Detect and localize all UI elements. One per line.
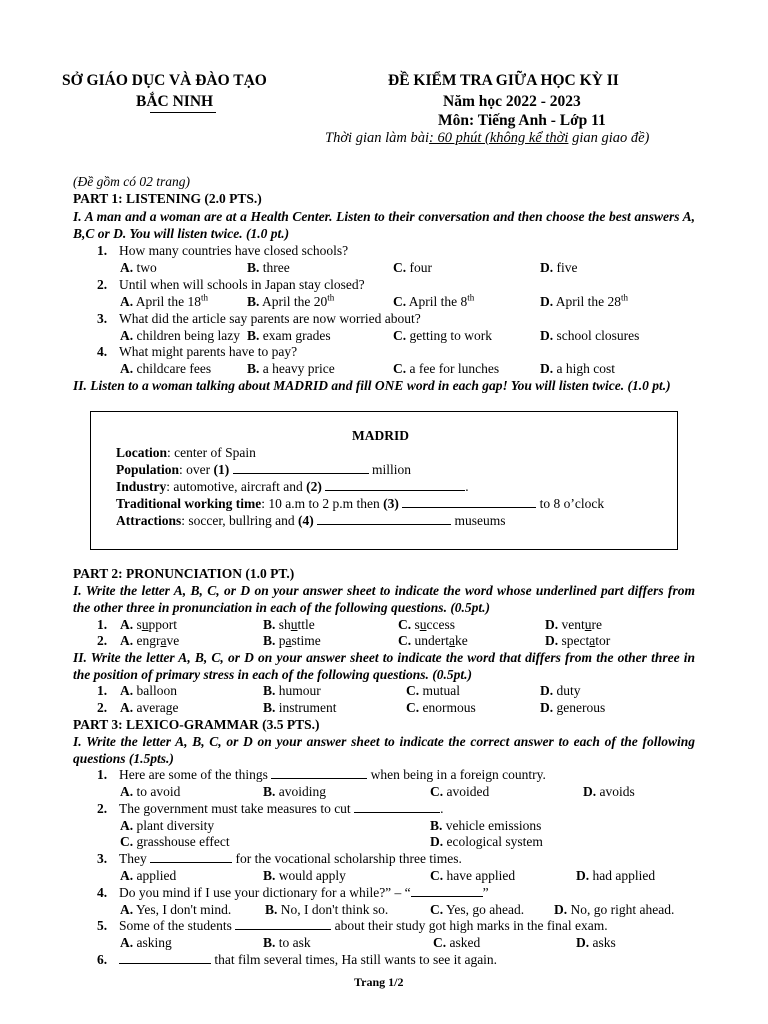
gap-blank (325, 479, 465, 491)
option-text: three (259, 260, 290, 275)
option-letter: D. (576, 935, 590, 950)
option-text-rest: tor (595, 633, 611, 648)
answer-option (393, 294, 474, 310)
answer-option (433, 935, 480, 951)
option-letter: D. (540, 700, 554, 715)
option-text: vehicle emissions (442, 818, 542, 833)
question-stem (97, 344, 297, 360)
question-text-after: that film several times, Ha still wants to see it again. (211, 952, 498, 967)
option-letter: B. (263, 683, 276, 698)
box-label: Location (116, 445, 168, 460)
question-text-after: about their study got high marks in the final exam. (331, 918, 608, 933)
pages-note: (Đề gồm có 02 trang) (73, 174, 190, 189)
answer-option (247, 260, 290, 276)
part1-instruction-2: II. Listen to a woman talking about MADRID and fill ONE word in each gap! You will listen twice. (1.0 pt.) (73, 378, 671, 393)
option-text: enormous (419, 700, 476, 715)
option-text: engr (133, 633, 161, 648)
option-letter: B. (263, 935, 276, 950)
subject-grade: Môn: Tiếng Anh - Lớp 11 (438, 112, 606, 129)
option-letter: D. (430, 834, 444, 849)
option-letter: A. (120, 294, 134, 309)
option-letter: B. (263, 784, 276, 799)
underlined-part: u (584, 617, 592, 632)
option-letter: C. (430, 902, 444, 917)
option-text: s (411, 617, 420, 632)
option-superscript: th (467, 292, 475, 303)
option-text: p (275, 633, 286, 648)
question-number-text: 2. (97, 633, 108, 648)
option-letter: C. (398, 617, 412, 632)
option-text-rest: pport (148, 617, 178, 632)
question-stem (97, 952, 497, 968)
underlined-part: a (449, 633, 455, 648)
question-number: 2. (97, 801, 108, 816)
question-text: They (119, 851, 151, 866)
question-stem (97, 801, 443, 817)
answer-blank (235, 918, 331, 930)
option-text: ecological system (443, 834, 543, 849)
option-letter: C. (393, 328, 407, 343)
option-letter: B. (263, 700, 276, 715)
answer-option (265, 902, 388, 918)
option-text: spect (558, 633, 590, 648)
box-row (116, 496, 604, 512)
option-text: to ask (275, 935, 311, 950)
option-letter: D. (540, 260, 554, 275)
box-text: : soccer, bullring and (181, 513, 299, 528)
answer-option (540, 328, 639, 344)
answer-blank (271, 767, 367, 779)
answer-option (120, 617, 177, 633)
answer-option (263, 700, 337, 716)
answer-option (120, 328, 240, 344)
question-number-text: 1. (97, 617, 108, 632)
option-letter: C. (406, 700, 420, 715)
option-letter: A. (120, 700, 134, 715)
question-number-text: 2. (97, 700, 108, 715)
answer-option (398, 617, 455, 633)
option-letter: C. (393, 260, 407, 275)
question-stem (97, 885, 489, 901)
option-letter: D. (583, 784, 597, 799)
answer-option (540, 700, 605, 716)
gap-blank (233, 462, 369, 474)
option-letter: A. (120, 633, 134, 648)
part2-instruction-1: I. Write the letter A, B, C, or D on your answer sheet to indicate the word whose underlined part differs from the other three in pronunciation in each of the following questions. (0.5pt.) (73, 583, 695, 615)
option-letter: A. (120, 784, 134, 799)
question-text-after: when being in a foreign country. (367, 767, 546, 782)
answer-option (120, 834, 230, 850)
option-text: getting to work (406, 328, 492, 343)
option-text: asks (589, 935, 616, 950)
question-number: 2. (97, 277, 108, 292)
option-letter: C. (393, 361, 407, 376)
option-letter: B. (247, 260, 260, 275)
box-after: million (368, 462, 412, 477)
underlined-part: u (141, 617, 149, 632)
underlined-part: u (290, 617, 298, 632)
option-text: asking (133, 935, 172, 950)
answer-option (247, 294, 334, 310)
option-text: two (133, 260, 157, 275)
part1-instruction-1: I. A man and a woman are at a Health Center. Listen to their conversation and then choose the best answers A, B,C or D. You will listen twice. (1.0 pt.) (73, 209, 695, 241)
option-letter: D. (545, 633, 559, 648)
answer-option (120, 935, 172, 951)
option-text: s (133, 617, 142, 632)
province-name: BẮC NINH (136, 93, 214, 110)
question-number: 6. (97, 952, 108, 967)
box-title: MADRID (352, 428, 409, 443)
question-stem (97, 767, 546, 783)
question-text-after: . (440, 801, 444, 816)
box-row (116, 462, 411, 478)
question-stem (97, 243, 348, 259)
option-letter: C. (433, 935, 447, 950)
option-letter: B. (247, 361, 260, 376)
option-text: No, I don't think so. (277, 902, 389, 917)
option-text: April the 8 (406, 294, 468, 309)
answer-option (406, 700, 476, 716)
question-text: Some of the students (119, 918, 236, 933)
exam-title: ĐỀ KIỂM TRA GIỮA HỌC KỲ II (388, 72, 619, 89)
box-text: : over (179, 462, 214, 477)
answer-option (430, 868, 515, 884)
gap-blank (402, 496, 536, 508)
answer-option (120, 868, 176, 884)
box-label: Industry (116, 479, 167, 494)
option-letter: A. (120, 818, 134, 833)
option-letter: C. (393, 294, 407, 309)
option-text: Yes, go ahead. (443, 902, 525, 917)
answer-option (263, 617, 315, 633)
answer-option (393, 260, 432, 276)
answer-option (540, 683, 581, 699)
answer-option (120, 294, 208, 310)
question-number (97, 617, 119, 633)
answer-option (120, 260, 157, 276)
question-text-after: for the vocational scholarship three times. (232, 851, 462, 866)
option-superscript: th (621, 292, 629, 303)
option-text: humour (275, 683, 321, 698)
answer-option (576, 935, 616, 951)
option-text: asked (446, 935, 481, 950)
box-after: to 8 o’clock (536, 496, 605, 511)
gap-number: (3) (383, 496, 399, 511)
option-text: April the 20 (259, 294, 328, 309)
option-letter: D. (554, 902, 568, 917)
answer-option (430, 834, 543, 850)
option-text: plant diversity (133, 818, 215, 833)
answer-option (263, 784, 326, 800)
answer-option (120, 633, 179, 649)
option-text: avoided (443, 784, 490, 799)
option-letter: C. (430, 868, 444, 883)
answer-option (430, 784, 489, 800)
option-letter: D. (545, 617, 559, 632)
option-letter: B. (265, 902, 278, 917)
option-letter: A. (120, 683, 134, 698)
option-letter: B. (263, 868, 276, 883)
option-letter: B. (263, 633, 276, 648)
answer-blank (150, 851, 232, 863)
question-text: Here are some of the things (119, 767, 272, 782)
option-text: have applied (443, 868, 516, 883)
answer-option (120, 683, 177, 699)
question-number: 3. (97, 311, 108, 326)
option-superscript: th (201, 292, 209, 303)
option-text: to avoid (133, 784, 181, 799)
option-letter: B. (247, 294, 260, 309)
option-text: No, go right ahead. (567, 902, 675, 917)
option-text: avoids (596, 784, 635, 799)
option-letter: A. (120, 328, 134, 343)
option-text: average (133, 700, 179, 715)
option-text: balloon (133, 683, 177, 698)
answer-option (120, 700, 178, 716)
option-text: instrument (275, 700, 337, 715)
answer-option (540, 361, 615, 377)
option-text-rest: ccess (426, 617, 455, 632)
option-letter: B. (263, 617, 276, 632)
question-number (97, 683, 119, 699)
answer-option (540, 294, 628, 310)
option-letter: D. (540, 328, 554, 343)
answer-option (120, 902, 231, 918)
option-letter: A. (120, 617, 134, 632)
option-letter: A. (120, 361, 134, 376)
answer-option (393, 328, 492, 344)
question-number: 3. (97, 851, 108, 866)
option-text: four (406, 260, 432, 275)
answer-blank (354, 801, 440, 813)
box-label: Population (116, 462, 180, 477)
option-text-rest: ve (166, 633, 180, 648)
page-number: Trang 1/2 (354, 975, 404, 989)
answer-option (545, 617, 602, 633)
question-text-after: ” (482, 885, 489, 900)
header-divider (150, 112, 216, 113)
answer-option (430, 902, 524, 918)
school-year: Năm học 2022 - 2023 (443, 93, 581, 110)
answer-option (263, 633, 321, 649)
answer-option (398, 633, 468, 649)
option-text: vent (558, 617, 585, 632)
answer-option (393, 361, 499, 377)
option-letter: D. (576, 868, 590, 883)
option-letter: A. (120, 868, 134, 883)
part2-title: PART 2: PRONUNCIATION (1.0 PT.) (73, 566, 295, 581)
question-text: How many countries have closed schools? (119, 243, 349, 258)
question-stem (97, 311, 421, 327)
box-row (116, 513, 506, 529)
option-letter: D. (540, 294, 554, 309)
option-text: children being lazy (133, 328, 240, 343)
question-number (97, 633, 119, 649)
option-text-rest: ttle (297, 617, 315, 632)
box-row (116, 445, 256, 461)
underlined-part: a (160, 633, 167, 648)
option-letter: C. (398, 633, 412, 648)
option-letter: B. (430, 818, 443, 833)
answer-option (247, 361, 335, 377)
gap-number: (1) (213, 462, 230, 477)
question-number-text: 1. (97, 683, 108, 698)
option-letter: A. (120, 902, 134, 917)
answer-blank (411, 885, 483, 897)
answer-option (583, 784, 635, 800)
answer-option (120, 818, 214, 834)
part3-instruction-1: I. Write the letter A, B, C, or D on your answer sheet to indicate the correct answer to each of the following questions (1.5pts.) (73, 734, 695, 766)
question-text: What might parents have to pay? (119, 344, 298, 359)
option-text-rest: stime (291, 633, 321, 648)
answer-option (247, 328, 331, 344)
question-number: 1. (97, 243, 108, 258)
option-text: generous (553, 700, 606, 715)
option-letter: A. (120, 260, 134, 275)
answer-option (545, 633, 610, 649)
box-label: Traditional working time (116, 496, 262, 511)
underlined-part: u (419, 617, 427, 632)
gap-blank (317, 513, 451, 525)
option-text: applied (133, 868, 177, 883)
option-text: avoiding (275, 784, 327, 799)
question-text: Until when will schools in Japan stay closed? (119, 277, 365, 292)
option-text-rest: ke (455, 633, 468, 648)
gap-number: (2) (306, 479, 322, 494)
box-row (116, 479, 469, 495)
question-stem (97, 277, 365, 293)
option-text: April the 28 (553, 294, 621, 309)
answer-option (540, 260, 578, 276)
question-number: 5. (97, 918, 108, 933)
part2-instruction-2: II. Write the letter A, B, C, or D on your answer sheet to indicate the word that differs from the other three in the position of primary stress in each of the following questions. (0.5pt.) (73, 650, 695, 682)
option-superscript: th (327, 292, 335, 303)
box-after: . (465, 479, 469, 494)
answer-option (576, 868, 655, 884)
part3-title: PART 3: LEXICO-GRAMMAR (3.5 PTS.) (73, 717, 320, 732)
underlined-part: a (589, 633, 596, 648)
box-text: : 10 a.m to 2 p.m then (261, 496, 384, 511)
answer-option (120, 361, 211, 377)
exam-time: Thời gian làm bài: 60 phút (không kể thời gian giao đề) (325, 130, 650, 146)
option-text: grasshouse effect (133, 834, 230, 849)
option-text: mutual (419, 683, 460, 698)
box-after: museums (451, 513, 506, 528)
answer-option (263, 683, 321, 699)
question-number: 4. (97, 344, 108, 359)
option-letter: D. (540, 683, 554, 698)
option-text: school closures (553, 328, 640, 343)
option-letter: C. (430, 784, 444, 799)
answer-blank (119, 952, 211, 964)
part1-title: PART 1: LISTENING (2.0 PTS.) (73, 191, 262, 206)
answer-option (263, 868, 346, 884)
answer-option (554, 902, 674, 918)
option-text: five (553, 260, 578, 275)
question-text: What did the article say parents are now worried about? (119, 311, 421, 326)
question-number: 1. (97, 767, 108, 782)
option-text: a heavy price (259, 361, 335, 376)
option-text: a high cost (553, 361, 615, 376)
option-text-rest: re (591, 617, 602, 632)
option-text: Yes, I don't mind. (133, 902, 232, 917)
underlined-part: a (285, 633, 292, 648)
answer-option (263, 935, 311, 951)
question-text: The government must take measures to cut (119, 801, 355, 816)
option-text: sh (275, 617, 291, 632)
question-number: 4. (97, 885, 108, 900)
box-label: Attractions (116, 513, 182, 528)
answer-option (120, 784, 180, 800)
answer-option (406, 683, 460, 699)
box-text: : automotive, aircraft and (166, 479, 307, 494)
option-text: had applied (589, 868, 656, 883)
option-letter: A. (120, 935, 134, 950)
option-text: childcare fees (133, 361, 212, 376)
option-letter: C. (406, 683, 420, 698)
option-letter: D. (540, 361, 554, 376)
option-text: duty (553, 683, 581, 698)
gap-number: (4) (298, 513, 314, 528)
box-text: : center of Spain (167, 445, 256, 460)
option-text: a fee for lunches (406, 361, 500, 376)
option-letter: C. (120, 834, 134, 849)
option-text: April the 18 (133, 294, 201, 309)
option-text: undert (411, 633, 449, 648)
option-text: exam grades (259, 328, 331, 343)
option-letter: B. (247, 328, 260, 343)
department-name: SỞ GIÁO DỤC VÀ ĐÀO TẠO (62, 72, 267, 89)
question-number (97, 700, 119, 716)
answer-option (430, 818, 541, 834)
question-stem (97, 918, 608, 934)
question-text: Do you mind if I use your dictionary for a while?” – “ (119, 885, 411, 900)
question-stem (97, 851, 462, 867)
option-text: would apply (275, 868, 346, 883)
